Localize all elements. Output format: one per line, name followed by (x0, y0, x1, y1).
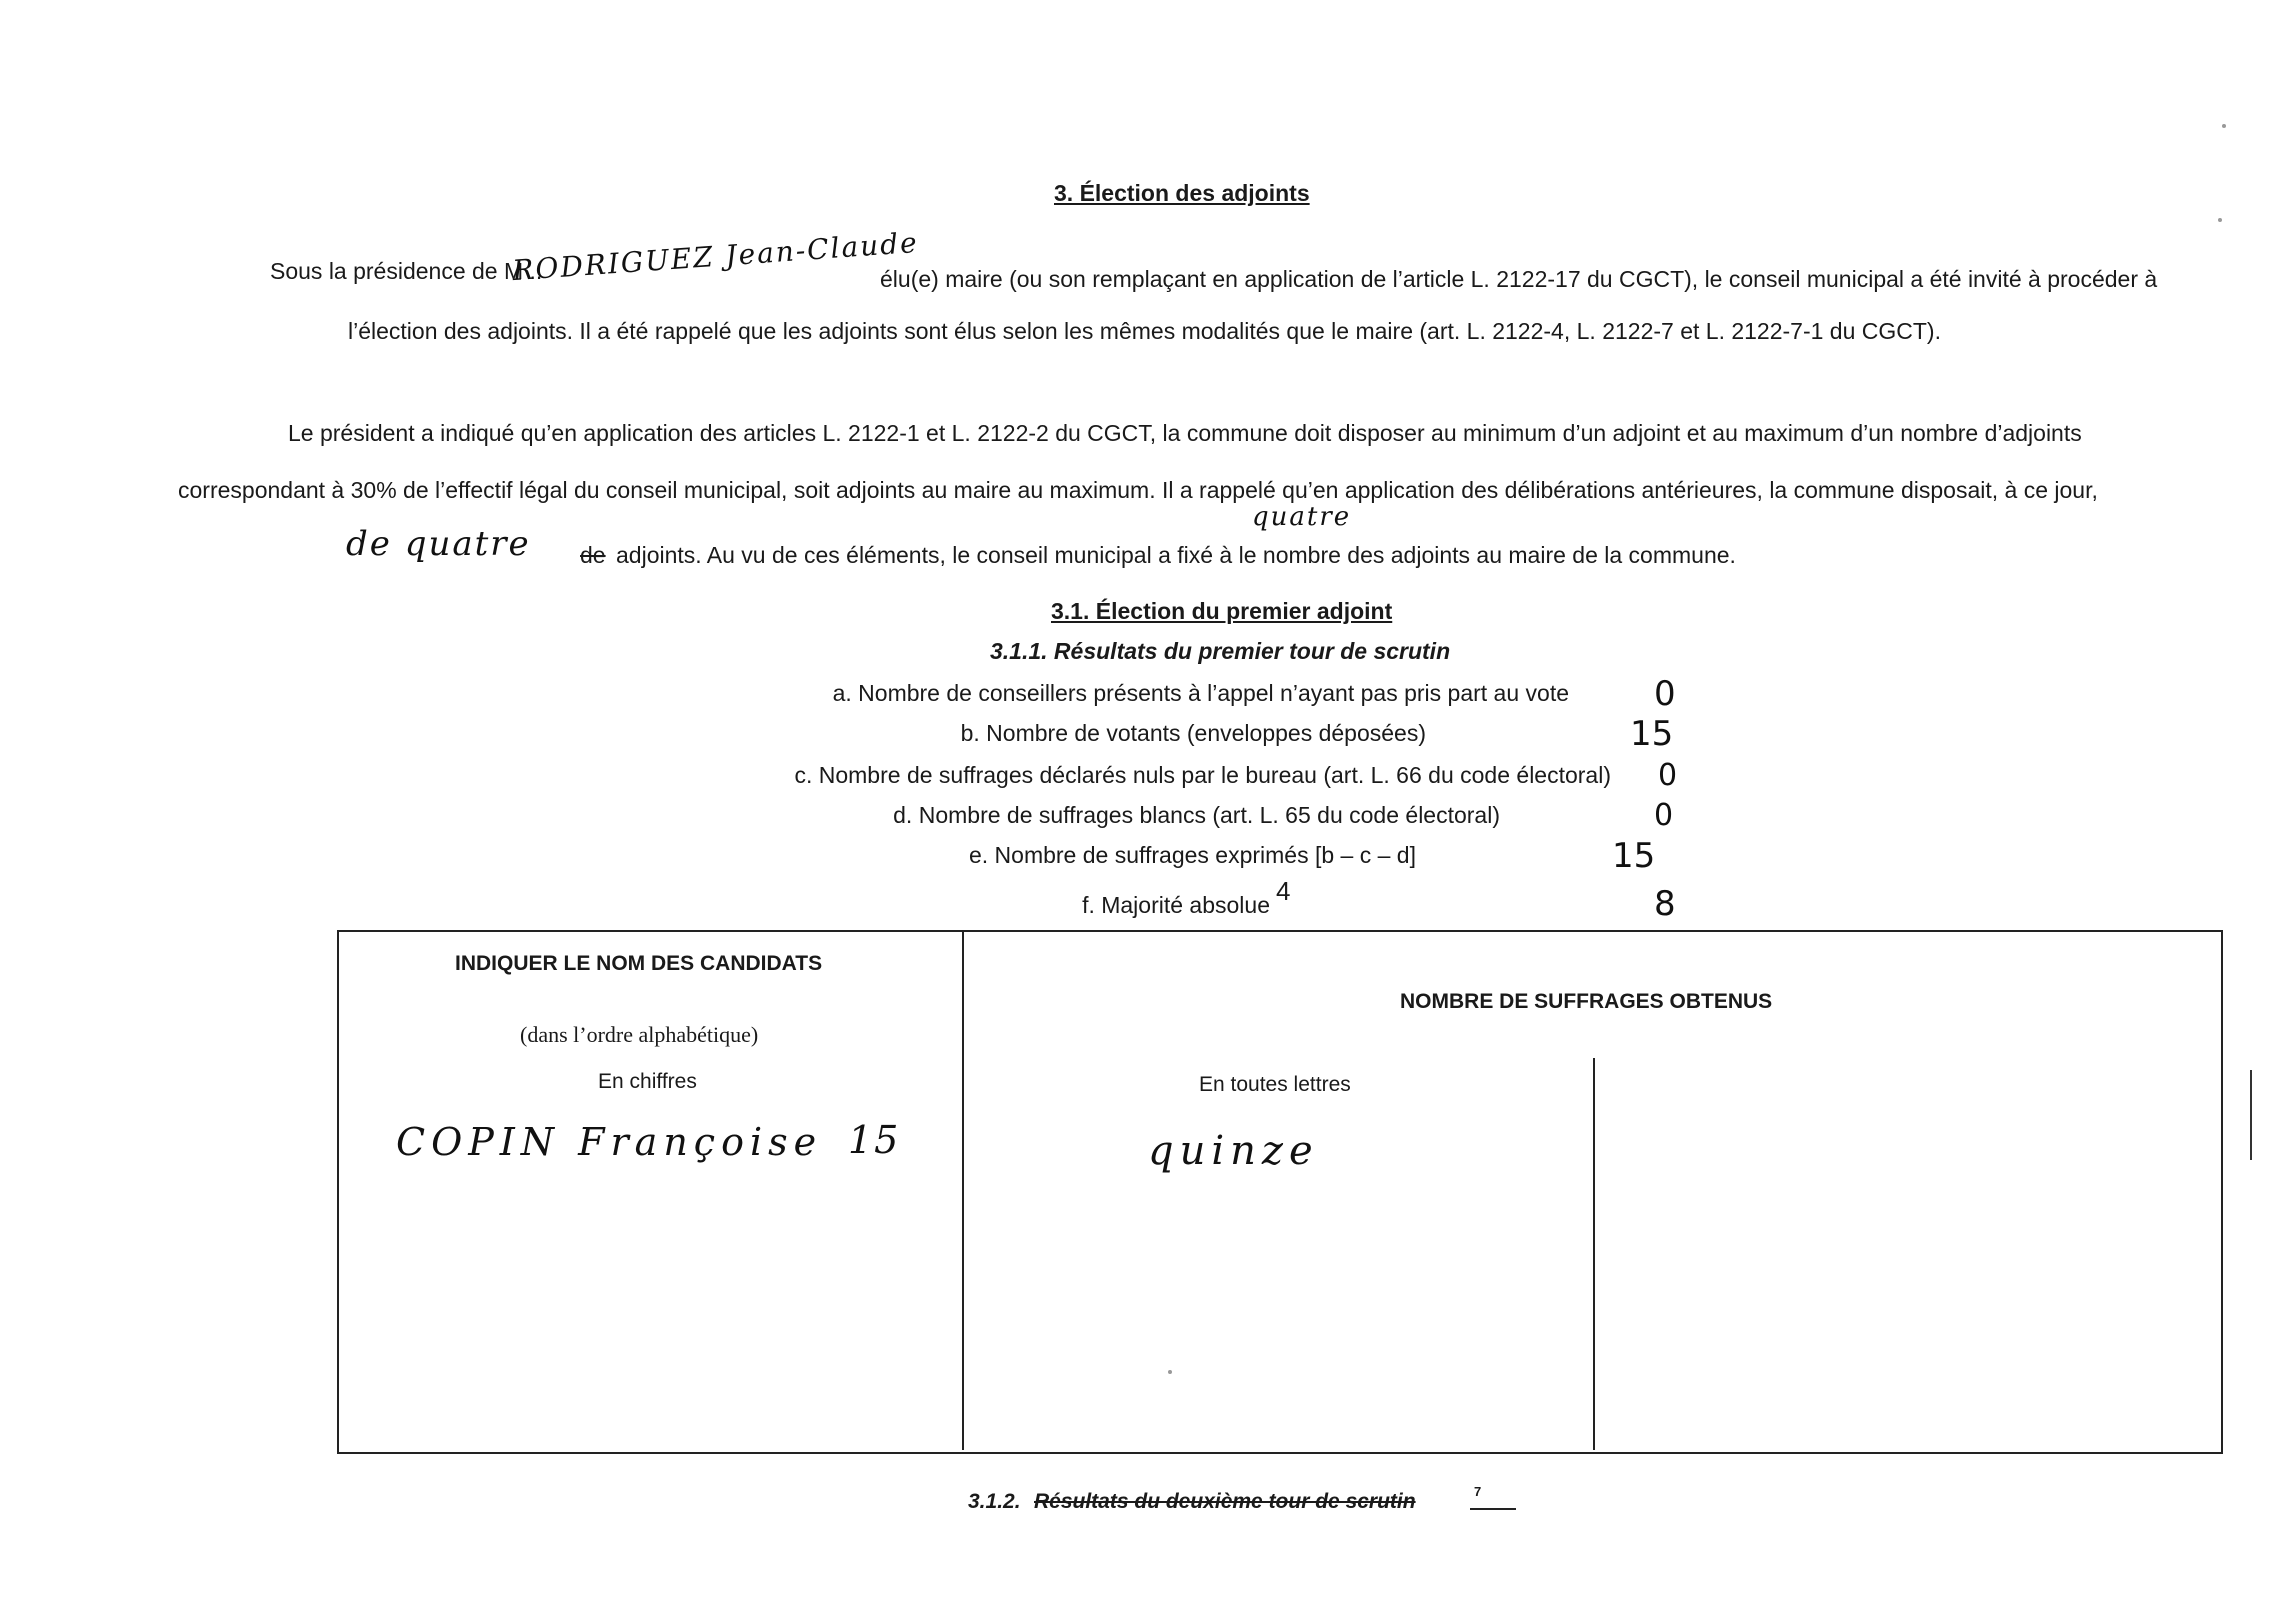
footer-number: 3.1.2. (968, 1490, 1021, 1513)
result-value-b: 15 (1630, 714, 1674, 754)
candidates-table (337, 930, 2223, 1454)
subsection-subtitle: 3.1.1. Résultats du premier tour de scrutin (990, 638, 1451, 664)
majorite-superscript: 4 (1276, 876, 1291, 906)
para2-line3: adjoints. Au vu de ces éléments, le conseil municipal a fixé à le nombre des adjoints au maire de la commune. (616, 542, 1736, 568)
result-value-a: 0 (1654, 674, 1676, 714)
result-label-e: e. Nombre de suffrages exprimés [b – c – d] (968, 842, 1416, 868)
handwritten-quatre-insert: quatre (1252, 502, 1352, 532)
result-value-d: 0 (1654, 798, 1674, 833)
scan-speck (2218, 218, 2222, 222)
scan-speck (2222, 124, 2226, 128)
footer-sup: 7 (1474, 1484, 1482, 1499)
para1-part1: Sous la présidence de M .. (270, 258, 543, 284)
result-label-c: c. Nombre de suffrages déclarés nuls par le bureau (art. L. 66 du code électoral) (794, 762, 1611, 788)
col1-header: INDIQUER LE NOM DES CANDIDATS (455, 952, 823, 975)
col2-en-toutes-lettres: En toutes lettres (1199, 1073, 1351, 1096)
result-label-f: f. Majorité absolue (1082, 892, 1270, 918)
col2-header: NOMBRE DE SUFFRAGES OBTENUS (1400, 990, 1773, 1013)
footer-underline (1470, 1508, 1516, 1510)
handwritten-candidate-name: COPIN Françoise (396, 1120, 823, 1164)
para1-line2: l’élection des adjoints. Il a été rappelé que les adjoints sont élus selon les mêmes modalités que le maire (art. L. 2122-4, L. 2122-7 et L. 2122-7-1 du CGCT). (348, 318, 1941, 344)
result-label-b: b. Nombre de votants (enveloppes déposées) (960, 720, 1426, 746)
section-title: 3. Élection des adjoints (1054, 180, 1310, 206)
table-divider-1 (962, 932, 964, 1450)
col1-subheader: (dans l’ordre alphabétique) (520, 1022, 759, 1047)
para2-line2: correspondant à 30% de l’effectif légal du conseil municipal, soit adjoints au maire au maximum. Il a rappelé qu’en application des délibérations antérieures, la commune disposait, à ce jour, (178, 477, 2098, 503)
result-label-d: d. Nombre de suffrages blancs (art. L. 65 du code électoral) (893, 802, 1500, 828)
subsection-title: 3.1. Élection du premier adjoint (1051, 598, 1393, 624)
result-value-f: 8 (1654, 884, 1676, 924)
handwritten-candidate-votes-words: quinze (1148, 1128, 1319, 1174)
handwritten-candidate-votes-num: 15 (848, 1118, 901, 1162)
handwritten-de-quatre: de quatre (346, 524, 531, 564)
para1-part2: élu(e) maire (ou son remplaçant en application de l’article L. 2122-17 du CGCT), le conseil municipal a été invité à procéder à (880, 266, 2158, 292)
result-label-a: a. Nombre de conseillers présents à l’appel n’ayant pas pris part au vote (832, 680, 1569, 706)
col1-en-chiffres: En chiffres (598, 1070, 697, 1093)
scan-edge-mark (2250, 1070, 2252, 1160)
scan-speck (1168, 1370, 1172, 1374)
result-value-e: 15 (1612, 836, 1656, 876)
result-value-c: 0 (1658, 758, 1678, 793)
footer-title-struck: Résultats du deuxième tour de scrutin (1034, 1490, 1416, 1513)
table-divider-2 (1593, 1058, 1595, 1450)
struck-de: de (580, 542, 606, 568)
handwritten-mayor-name: RODRIGUEZ Jean-Claude (511, 225, 920, 288)
para2-line1: Le président a indiqué qu’en application des articles L. 2122-1 et L. 2122-2 du CGCT, la commune doit disposer au minimum d’un adjoint et au maximum d’un nombre d’adjoints (288, 420, 2082, 446)
